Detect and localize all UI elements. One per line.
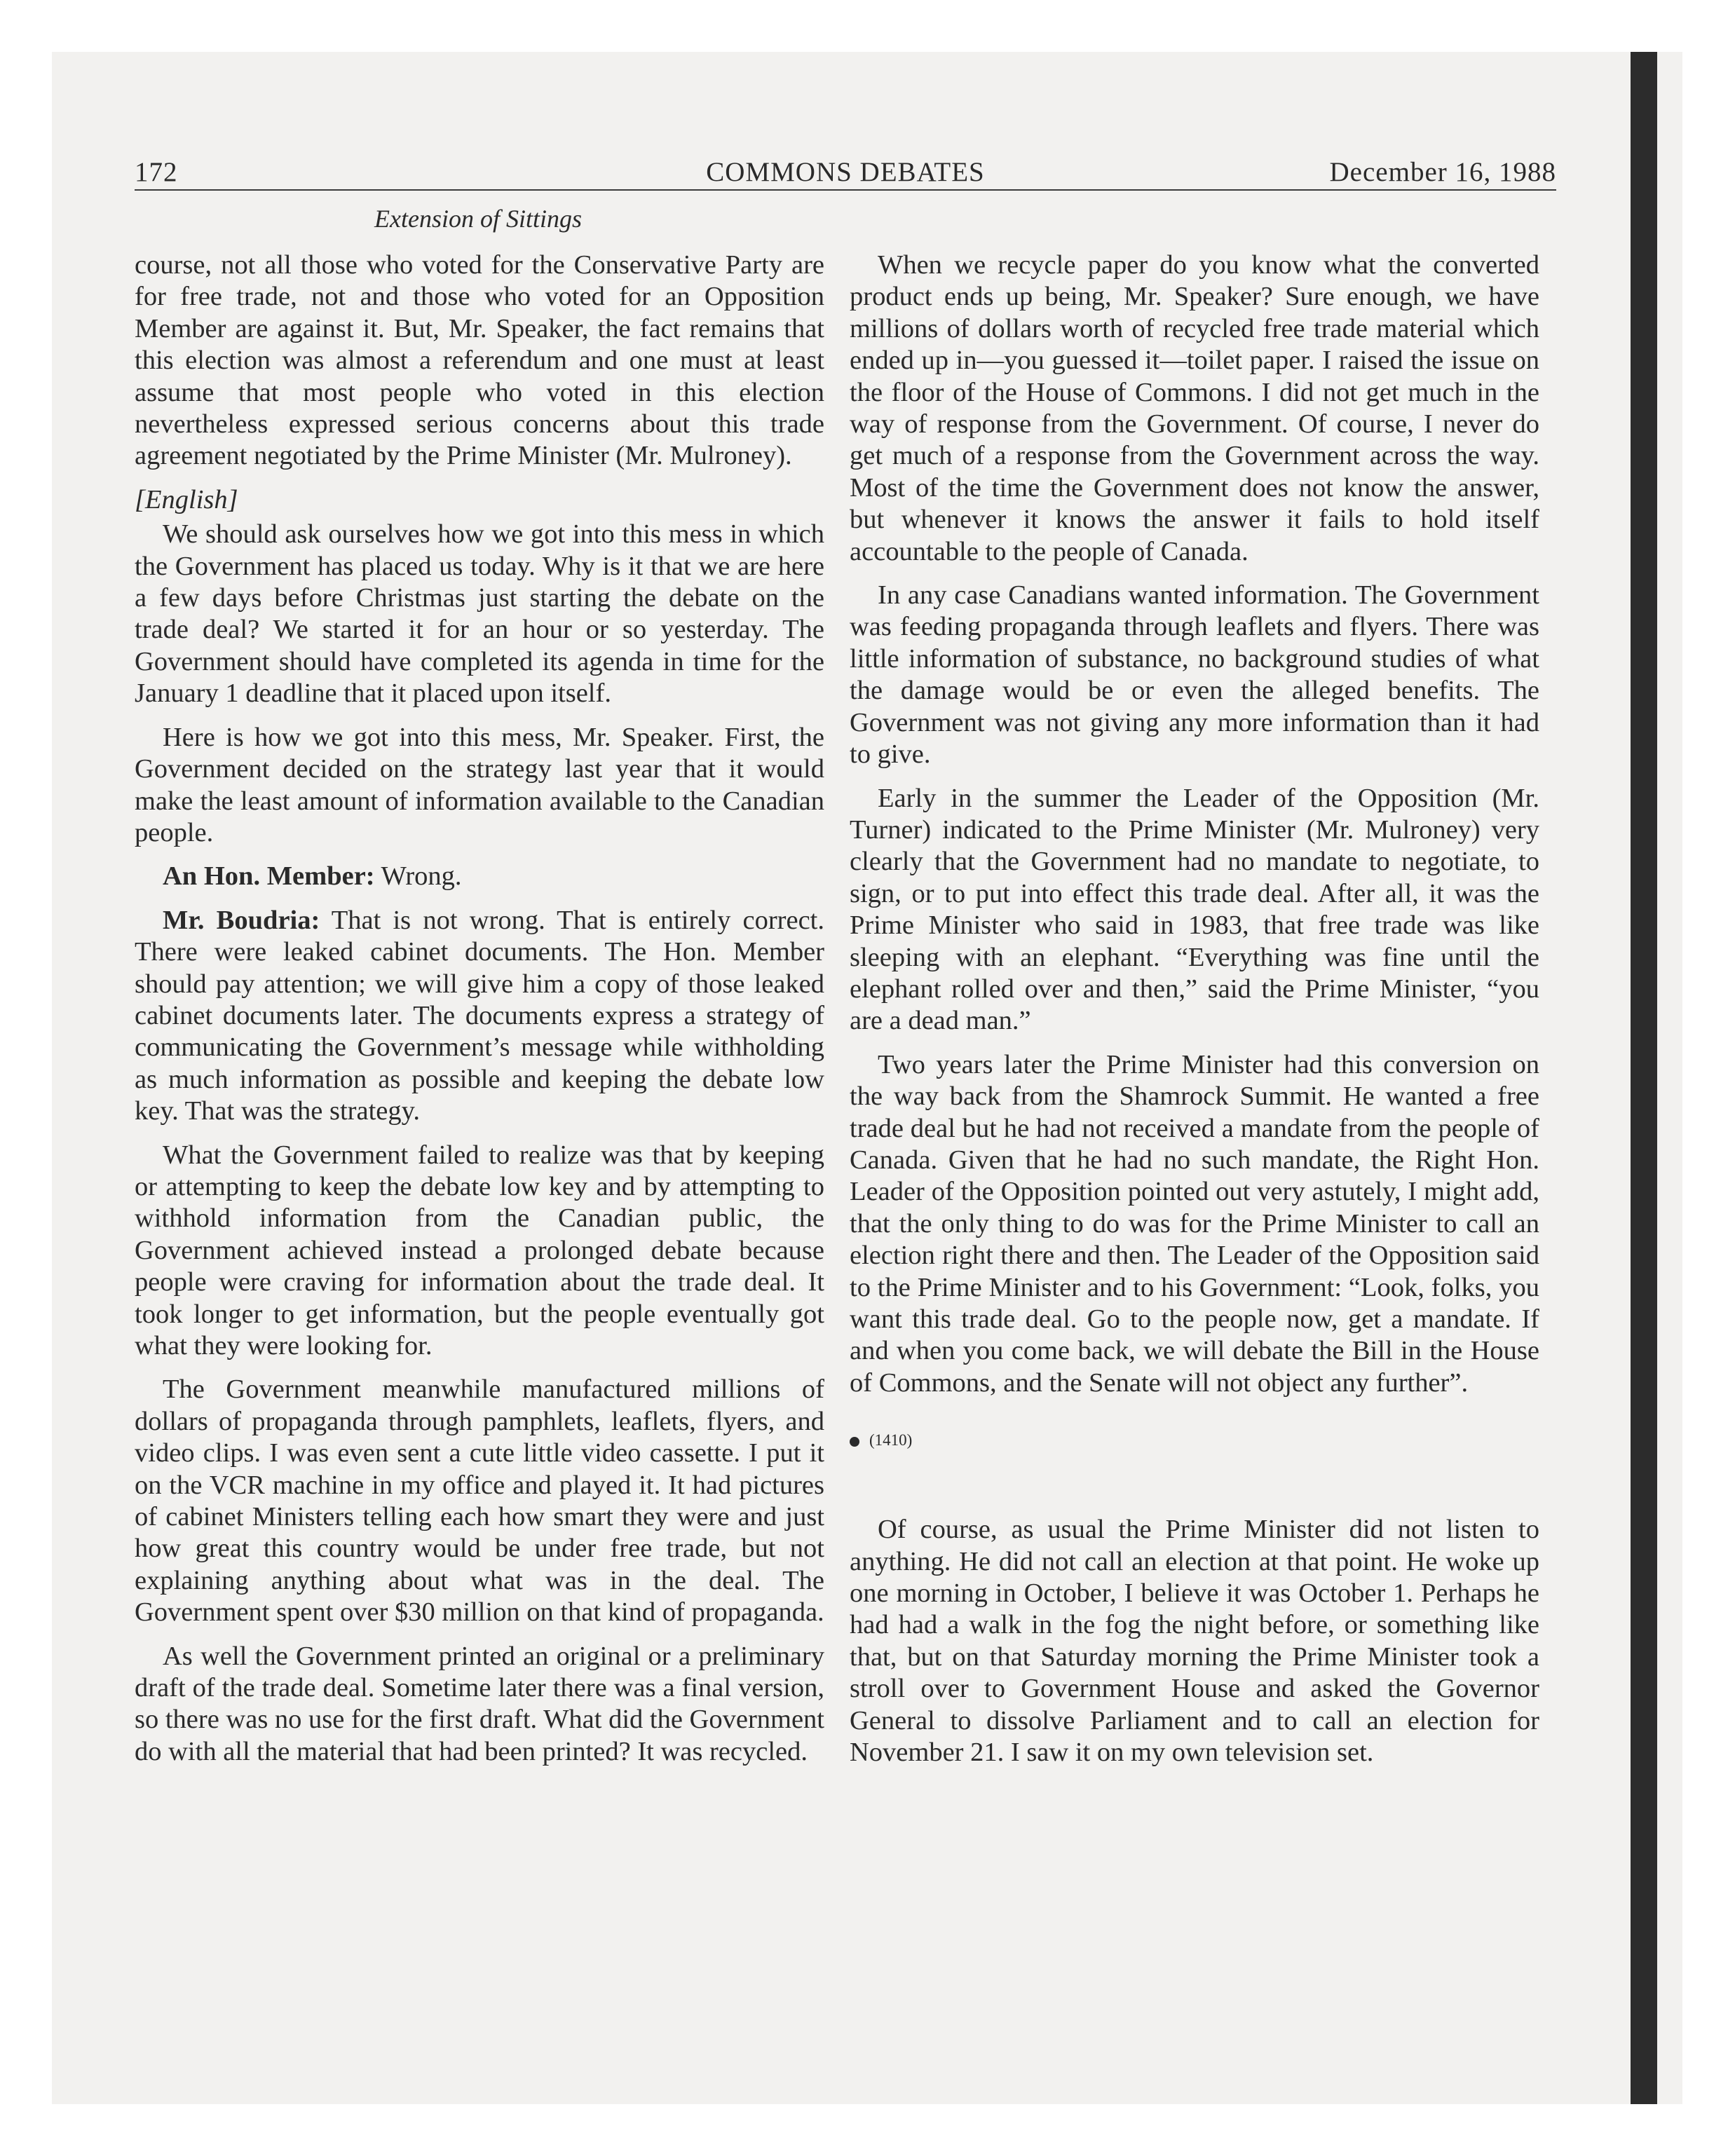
paragraph: Of course, as usual the Prime Minister did not listen to anything. He did not call an election at that point. He woke up one morning in October, I believe it was October 1. Perhaps he had had a walk in the fog the night before, or something like that, but on that Saturday morning the Prime Minister took a stroll over to Government House and asked the Governor General to dissolve Parliament and to call an election for November 21. I saw it on my own television set. — [850, 1515, 1539, 1768]
paragraph: As well the Government printed an original or a preliminary draft of the trade deal. Sometime later there was a final version, so there was no use for the first draft. What did the Government do with all the material that had been printed? It was recycled. — [135, 1641, 824, 1766]
section-subheader: Extension of Sittings — [374, 205, 582, 233]
speech-paragraph — [135, 905, 824, 1128]
time-marker-text: (1410) — [869, 1431, 913, 1449]
speech-text: That is not wrong. That is entirely correct. There were leaked cabinet documents. The Hon. Member should pay attention; we will give him a copy of those leaked cabinet documents later. The documents express a strategy of communicating the Government’s message while withholding as much information as possible and keeping the debate low key. That was the strategy. — [135, 905, 824, 1126]
paragraph: When we recycle paper do you know what the converted product ends up being, Mr. Speaker? Sure enough, we have millions of dollars worth of recycled free trade material which ended up in—you guessed it—toilet paper. I raised the issue on the floor of the House of Commons. I did not get much in the way of response from the Government. Of course, I never do get much of a response from the Government across the way. Most of the time the Government does not know the answer, but whenever it knows the answer it fails to hold itself accountable to the people of Canada. — [850, 250, 1539, 566]
bullet-icon — [850, 1437, 859, 1447]
scan-edge-bar — [1631, 52, 1657, 2104]
right-column — [850, 250, 1539, 1780]
page-number: 172 — [135, 157, 178, 187]
paragraph: What the Government failed to realize was that by keeping or attempting to keep the debate low key and by attempting to withhold information from the Canadian public, the Government achieved instead a prolonged debate because people were craving for information about the trade deal. It took longer to get information, but the people eventually got what they were looking for. — [135, 1140, 824, 1360]
paragraph: Here is how we got into this mess, Mr. Speaker. First, the Government decided on the strategy last year that it would make the least amount of information available to the Canadian people. — [135, 722, 824, 847]
header-date: December 16, 1988 — [1329, 157, 1556, 187]
language-tag: [English] — [135, 484, 238, 514]
paragraph: course, not all those who voted for the Conservative Party are for free trade, not and those who voted for an Opposition Member are against it. But, Mr. Speaker, the fact remains that this election was almost a referendum and one must at least assume that most people who voted in this election nevertheless expressed serious concerns about this trade agreement negotiated by the Prime Minister (Mr. Mulroney). — [135, 250, 824, 471]
time-marker — [850, 1430, 1539, 1451]
speaker-name: An Hon. Member: — [163, 861, 375, 892]
paragraph: In any case Canadians wanted information. The Government was feeding propaganda through leaflets and flyers. There was little information of substance, no background studies of what the damage would be or even the alleged benefits. The Government was not giving any more information than it had to give. — [850, 580, 1539, 770]
running-header — [135, 156, 1556, 191]
paragraph: We should ask ourselves how we got into this mess in which the Government has placed us today. Why is it that we are here a few days before Christmas just starting the debate on the trade deal? We started it for an hour or so yesterday. The Government should have completed its agenda in time for the January 1 deadline that it placed upon itself. — [135, 519, 824, 709]
publication-title: COMMONS DEBATES — [706, 157, 985, 187]
paragraph: Two years later the Prime Minister had this conversion on the way back from the Shamrock Summit. He wanted a free trade deal but he had not received a mandate from the people of Canada. Given that he had no such mandate, the Right Hon. Leader of the Opposition pointed out very astutely, I might add, that the only thing to do was for the Prime Minister to call an election right there and then. The Leader of the Opposition said to the Prime Minister and to his Government: “Look, folks, you want this trade deal. Go to the people now, get a mandate. If and when you come back, we will debate the Bill in the House of Commons, and the Senate will not object any further”. — [850, 1049, 1539, 1398]
interjection — [135, 861, 824, 892]
paragraph: The Government meanwhile manufactured millions of dollars of propaganda through pamphlets, leaflets, flyers, and video clips. I was even sent a cute little video cassette. I put it on the VCR machine in my office and played it. It had pictures of cabinet Ministers telling each how smart they were and just how great this country would be under free trade, but not explaining anything about what was in the deal. The Government spent over $30 million on that kind of propaganda. — [135, 1374, 824, 1628]
speech-text: Wrong. — [374, 861, 462, 892]
left-column — [135, 250, 824, 1780]
speaker-name: Mr. Boudria: — [163, 905, 320, 935]
paragraph: Early in the summer the Leader of the Opposition (Mr. Turner) indicated to the Prime Minister (Mr. Mulroney) very clearly that the Government had no mandate to negotiate, to sign, or to put into effect this trade deal. After all, it was the Prime Minister who said in 1983, that free trade was like sleeping with an elephant. “Everything was fine until the elephant rolled over and then,” said the Prime Minister, “you are a dead man.” — [850, 783, 1539, 1036]
